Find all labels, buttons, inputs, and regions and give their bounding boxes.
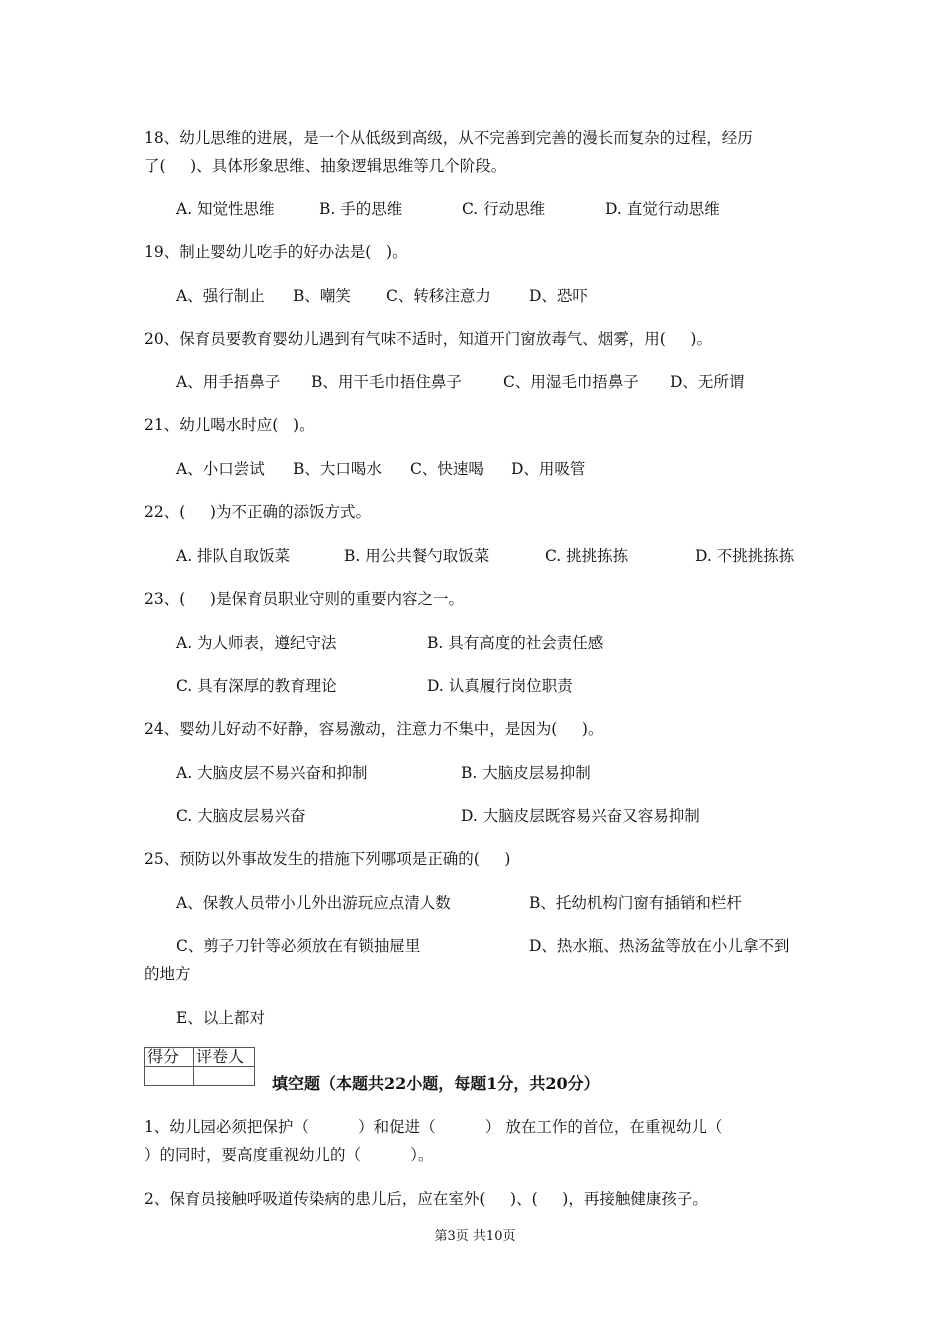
score-label: 得分 [145, 1048, 194, 1067]
q19-option-d: D、恐吓 [529, 287, 588, 305]
q19-option-c: C、转移注意力 [386, 287, 491, 305]
fill-q1-line2: ）的同时，要高度重视幼儿的（ ）。 [144, 1146, 434, 1164]
q22-option-d: D. 不挑挑拣拣 [695, 547, 795, 565]
q25-option-c: C、剪子刀针等必须放在有锁抽屉里 [176, 937, 421, 955]
q25-stem: 25、预防以外事故发生的措施下列哪项是正确的( ) [144, 850, 511, 868]
q22-option-a: A. 排队自取饭菜 [176, 547, 291, 565]
q25-option-d: D、热水瓶、热汤盆等放在小儿拿不到 [529, 937, 790, 955]
q23-option-b: B. 具有高度的社会责任感 [427, 634, 604, 652]
fill-q1-line1: 1、幼儿园必须把保护（ ）和促进（ ） 放在工作的首位，在重视幼儿（ [144, 1118, 723, 1136]
q19-option-a: A、强行制止 [176, 287, 265, 305]
q18-stem-line1: 18、幼儿思维的进展，是一个从低级到高级，从不完善到完善的漫长而复杂的过程，经历 [144, 129, 753, 147]
q20-stem: 20、保育员要教育婴幼儿遇到有气味不适时，知道开门窗放毒气、烟雾，用( )。 [144, 330, 712, 348]
page-footer: 第3页 共10页 [434, 1229, 516, 1244]
q20-option-b: B、用干毛巾捂住鼻子 [311, 373, 462, 391]
q18-option-b: B. 手的思维 [319, 200, 403, 218]
q22-stem: 22、( )为不正确的添饭方式。 [144, 503, 371, 521]
q21-stem: 21、幼儿喝水时应( )。 [144, 416, 315, 434]
score-cell [145, 1067, 194, 1086]
q18-option-d: D. 直觉行动思维 [605, 200, 720, 218]
section-title-fill-in: 填空题（本题共22小题，每题1分，共20分） [272, 1074, 600, 1093]
q24-option-c: C. 大脑皮层易兴奋 [176, 807, 306, 825]
q25-option-d-continued: 的地方 [144, 965, 191, 983]
q23-option-c: C. 具有深厚的教育理论 [176, 677, 337, 695]
q24-option-d: D. 大脑皮层既容易兴奋又容易抑制 [461, 807, 700, 825]
q25-option-a: A、保教人员带小儿外出游玩应点清人数 [176, 894, 451, 912]
q23-option-a: A. 为人师表，遵纪守法 [176, 634, 337, 652]
q24-stem: 24、婴幼儿好动不好静，容易激动，注意力不集中，是因为( )。 [144, 720, 604, 738]
fill-q2: 2、保育员接触呼吸道传染病的患儿后，应在室外( )、( )，再接触健康孩子。 [144, 1190, 708, 1208]
q24-option-b: B. 大脑皮层易抑制 [461, 764, 591, 782]
q21-option-d: D、用吸管 [511, 460, 586, 478]
q19-stem: 19、制止婴幼儿吃手的好办法是( )。 [144, 243, 408, 261]
grader-cell [194, 1067, 255, 1086]
q21-option-b: B、大口喝水 [293, 460, 382, 478]
q18-stem-line2: 了( )、具体形象思维、抽象逻辑思维等几个阶段。 [144, 157, 507, 175]
q21-option-c: C、快速喝 [410, 460, 484, 478]
q20-option-a: A、用手捂鼻子 [176, 373, 281, 391]
score-box [144, 1047, 255, 1086]
q23-option-d: D. 认真履行岗位职责 [427, 677, 573, 695]
q21-option-a: A、小口尝试 [176, 460, 265, 478]
q18-option-a: A. 知觉性思维 [176, 200, 275, 218]
q23-stem: 23、( )是保育员职业守则的重要内容之一。 [144, 590, 464, 608]
q25-option-e: E、以上都对 [176, 1009, 265, 1027]
q19-option-b: B、嘲笑 [293, 287, 351, 305]
q22-option-c: C. 挑挑拣拣 [545, 547, 629, 565]
grader-label: 评卷人 [194, 1048, 255, 1067]
q25-option-b: B、托幼机构门窗有插销和栏杆 [529, 894, 742, 912]
q20-option-c: C、用湿毛巾捂鼻子 [503, 373, 639, 391]
q20-option-d: D、无所谓 [670, 373, 745, 391]
q24-option-a: A. 大脑皮层不易兴奋和抑制 [176, 764, 368, 782]
q18-option-c: C. 行动思维 [462, 200, 546, 218]
q22-option-b: B. 用公共餐勺取饭菜 [344, 547, 490, 565]
